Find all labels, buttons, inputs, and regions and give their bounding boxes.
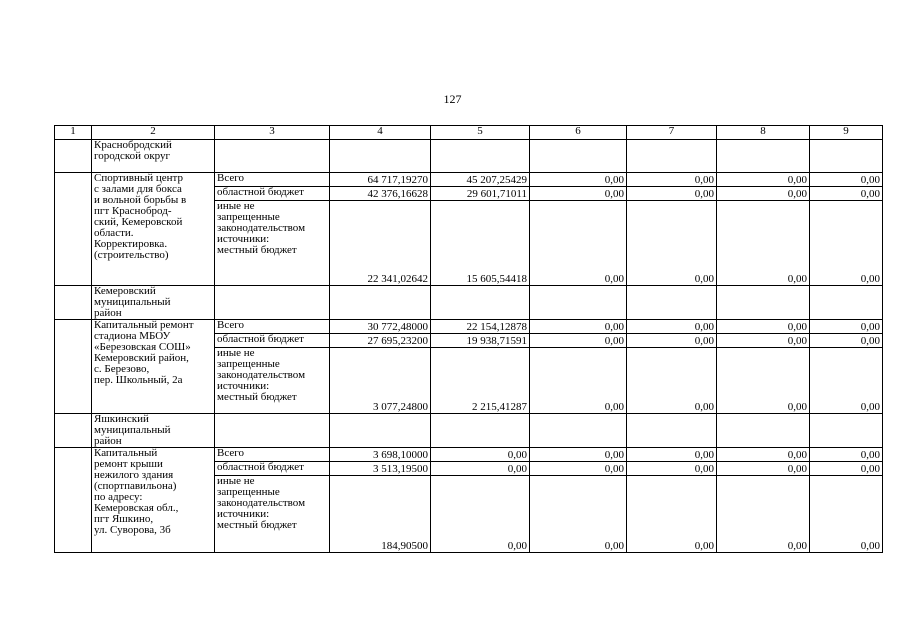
funding-source: областной бюджет (215, 334, 330, 348)
amount-cell: 22 341,02642 (330, 201, 431, 286)
amount-cell: 0,00 (810, 201, 883, 286)
funding-source-line: иные не (217, 475, 255, 487)
amount-cell: 0,00 (431, 448, 530, 462)
column-header: 7 (627, 126, 717, 140)
amount-cell: 0,00 (627, 201, 717, 286)
object-description-line: ский, Кемеровской (94, 216, 183, 228)
amount-cell: 0,00 (530, 173, 627, 187)
amount-cell: 15 605,54418 (431, 201, 530, 286)
object-description-line: (строительство) (94, 249, 169, 261)
region-row (55, 414, 883, 448)
column-header: 1 (55, 126, 92, 140)
amount-cell: 0,00 (627, 476, 717, 553)
cell-empty (215, 140, 330, 173)
amount-cell: 0,00 (717, 348, 810, 414)
amount-cell: 0,00 (627, 348, 717, 414)
cell-empty (431, 286, 530, 320)
region-row (55, 286, 883, 320)
amount-cell: 0,00 (431, 476, 530, 553)
object-description-line: Капитальный ремонт (94, 319, 194, 331)
funding-source-line: запрещенные (217, 211, 280, 223)
amount-cell: 0,00 (431, 462, 530, 476)
cell-empty (55, 320, 92, 414)
header-row (55, 126, 883, 140)
object-description-line: ремонт крыши (94, 458, 163, 470)
column-header: 8 (717, 126, 810, 140)
funding-source: Всего (215, 173, 330, 187)
cell-empty (810, 414, 883, 448)
funding-source (215, 476, 330, 553)
object-description (92, 448, 215, 553)
amount-cell: 0,00 (530, 320, 627, 334)
cell-empty (431, 414, 530, 448)
region-name-line: район (94, 307, 122, 319)
amount-cell: 0,00 (530, 334, 627, 348)
funding-source-line: иные не (217, 200, 255, 212)
amount-cell: 0,00 (717, 462, 810, 476)
column-header: 3 (215, 126, 330, 140)
cell-empty (717, 414, 810, 448)
cell-empty (55, 173, 92, 286)
region-row (55, 140, 883, 173)
cell-empty (530, 140, 627, 173)
amount-cell: 0,00 (627, 334, 717, 348)
amount-cell: 0,00 (810, 462, 883, 476)
object-description (92, 173, 215, 286)
cell-empty (530, 286, 627, 320)
object-description-line: Кемеровская обл., (94, 502, 179, 514)
funding-source: областной бюджет (215, 187, 330, 201)
amount-cell: 2 215,41287 (431, 348, 530, 414)
amount-cell: 0,00 (530, 462, 627, 476)
funding-source-line: иные не (217, 347, 255, 359)
funding-source: Всего (215, 448, 330, 462)
region-name (92, 414, 215, 448)
amount-cell: 0,00 (530, 476, 627, 553)
object-description-line: с. Березово, (94, 363, 150, 375)
object-description (92, 320, 215, 414)
cell-empty (627, 286, 717, 320)
funding-source-line: источники: (217, 508, 270, 520)
object-description-line: (спортпавильона) (94, 480, 177, 492)
funding-source-line: законодательством (217, 222, 306, 234)
region-name (92, 140, 215, 173)
object-description-line: с залами для бокса (94, 183, 182, 195)
object-description-line: по адресу: (94, 491, 143, 503)
funding-source-line: источники: (217, 380, 270, 392)
budget-table (54, 125, 883, 553)
cell-empty (810, 286, 883, 320)
object-description-line: Спортивный центр (94, 172, 183, 184)
funding-source-line: запрещенные (217, 486, 280, 498)
amount-cell: 64 717,19270 (330, 173, 431, 187)
cell-empty (215, 286, 330, 320)
amount-cell: 45 207,25429 (431, 173, 530, 187)
cell-empty (55, 414, 92, 448)
funding-source-line: местный бюджет (217, 391, 297, 403)
cell-empty (717, 140, 810, 173)
amount-cell: 0,00 (530, 201, 627, 286)
amount-cell: 3 513,19500 (330, 462, 431, 476)
amount-cell: 19 938,71591 (431, 334, 530, 348)
amount-cell: 0,00 (530, 348, 627, 414)
funding-source: Всего (215, 320, 330, 334)
amount-cell: 0,00 (627, 462, 717, 476)
region-name-line: муниципальный (94, 296, 171, 308)
funding-source-line: запрещенные (217, 358, 280, 370)
funding-source (215, 201, 330, 286)
column-header: 2 (92, 126, 215, 140)
amount-cell: 0,00 (810, 173, 883, 187)
amount-cell: 3 077,24800 (330, 348, 431, 414)
region-name-line: Кемеровский (94, 285, 156, 297)
amount-cell: 0,00 (717, 334, 810, 348)
table-row (55, 320, 883, 334)
amount-cell: 0,00 (717, 201, 810, 286)
region-name (92, 286, 215, 320)
amount-cell: 22 154,12878 (431, 320, 530, 334)
amount-cell: 0,00 (810, 348, 883, 414)
region-name-line: район (94, 435, 122, 447)
funding-source-line: законодательством (217, 497, 306, 509)
object-description-line: пгт Яшкино, (94, 513, 154, 525)
amount-cell: 0,00 (717, 320, 810, 334)
object-description-line: стадиона МБОУ (94, 330, 171, 342)
amount-cell: 0,00 (627, 448, 717, 462)
amount-cell: 0,00 (717, 187, 810, 201)
region-name-line: городской округ (94, 150, 171, 162)
column-header: 9 (810, 126, 883, 140)
region-name-line: Краснобродский (94, 139, 172, 151)
amount-cell: 0,00 (627, 187, 717, 201)
amount-cell: 0,00 (530, 448, 627, 462)
cell-empty (55, 140, 92, 173)
amount-cell: 184,90500 (330, 476, 431, 553)
amount-cell: 0,00 (627, 320, 717, 334)
column-header: 4 (330, 126, 431, 140)
region-name-line: муниципальный (94, 424, 171, 436)
page-number: 127 (443, 92, 462, 106)
amount-cell: 0,00 (717, 173, 810, 187)
amount-cell: 0,00 (810, 448, 883, 462)
cell-empty (215, 414, 330, 448)
object-description-line: области. (94, 227, 134, 239)
cell-empty (627, 140, 717, 173)
amount-cell: 29 601,71011 (431, 187, 530, 201)
amount-cell: 0,00 (810, 187, 883, 201)
region-name-line: Яшкинский (94, 413, 149, 425)
funding-source-line: законодательством (217, 369, 306, 381)
table-row (55, 448, 883, 462)
amount-cell: 0,00 (717, 476, 810, 553)
cell-empty (330, 414, 431, 448)
object-description-line: и вольной борьбы в (94, 194, 187, 206)
object-description-line: Корректировка. (94, 238, 168, 250)
amount-cell: 42 376,16628 (330, 187, 431, 201)
object-description-line: пгт Красноброд- (94, 205, 172, 217)
amount-cell: 3 698,10000 (330, 448, 431, 462)
object-description-line: «Березовская СОШ» (94, 341, 191, 353)
cell-empty (627, 414, 717, 448)
cell-empty (717, 286, 810, 320)
object-description-line: Кемеровский район, (94, 352, 189, 364)
amount-cell: 0,00 (810, 320, 883, 334)
funding-source (215, 348, 330, 414)
amount-cell: 30 772,48000 (330, 320, 431, 334)
amount-cell: 0,00 (530, 187, 627, 201)
amount-cell: 0,00 (810, 476, 883, 553)
object-description-line: нежилого здания (94, 469, 174, 481)
funding-source-line: местный бюджет (217, 244, 297, 256)
object-description-line: пер. Школьный, 2а (94, 374, 183, 386)
cell-empty (810, 140, 883, 173)
object-description-line: ул. Суворова, 3б (94, 524, 171, 536)
cell-empty (330, 286, 431, 320)
funding-source: областной бюджет (215, 462, 330, 476)
cell-empty (530, 414, 627, 448)
table-row (55, 173, 883, 187)
column-header: 5 (431, 126, 530, 140)
funding-source-line: источники: (217, 233, 270, 245)
column-header: 6 (530, 126, 627, 140)
amount-cell: 0,00 (717, 448, 810, 462)
amount-cell: 0,00 (627, 173, 717, 187)
cell-empty (55, 448, 92, 553)
amount-cell: 27 695,23200 (330, 334, 431, 348)
cell-empty (330, 140, 431, 173)
cell-empty (55, 286, 92, 320)
object-description-line: Капитальный (94, 447, 158, 459)
funding-source-line: местный бюджет (217, 519, 297, 531)
amount-cell: 0,00 (810, 334, 883, 348)
cell-empty (431, 140, 530, 173)
